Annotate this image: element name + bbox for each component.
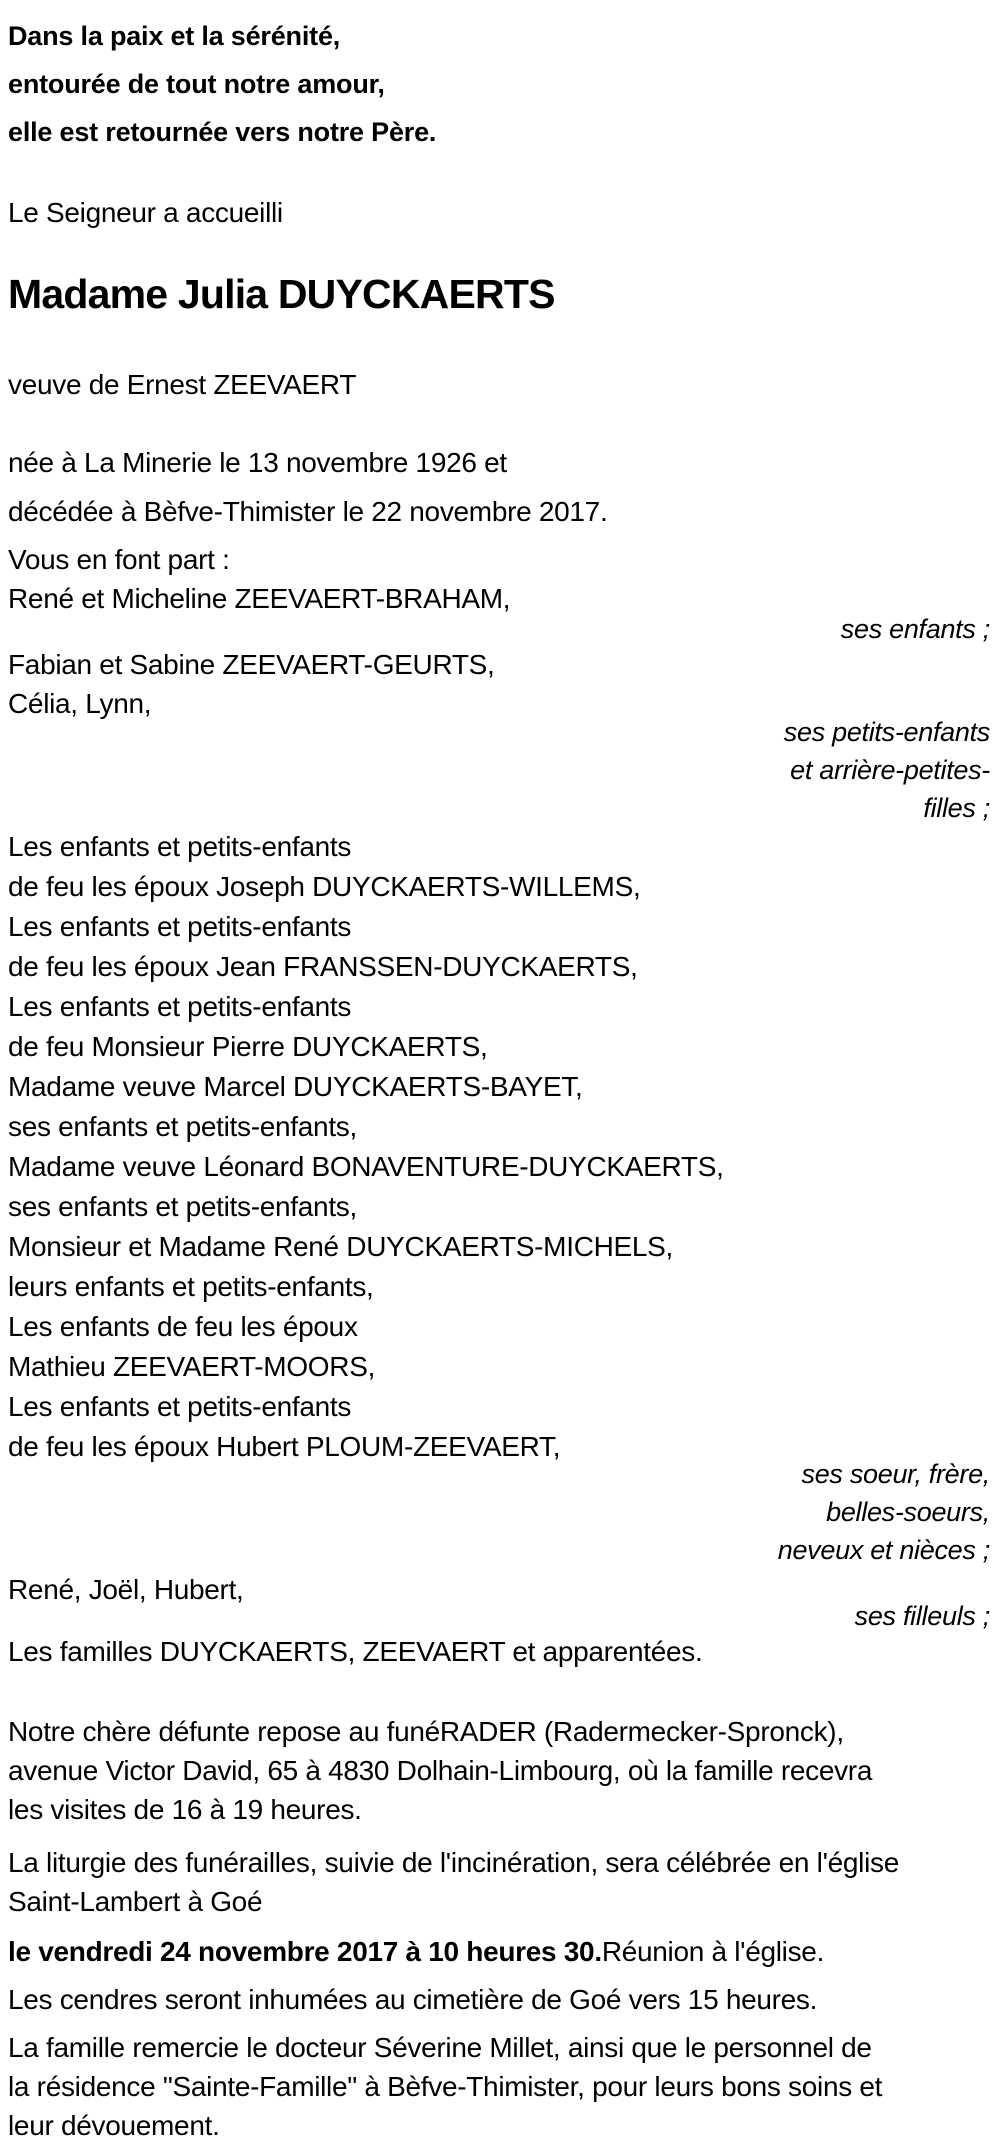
mourner-names-line: de feu les époux Hubert PLOUM-ZEEVAERT, (8, 1431, 561, 1462)
mourner-names-line: Les enfants de feu les époux (8, 1311, 358, 1342)
mourner-names-line: de feu Monsieur Pierre DUYCKAERTS, (8, 1031, 488, 1062)
thanks-paragraph (8, 2028, 990, 2145)
mourner-names-line: ses enfants et petits-enfants, (8, 1111, 357, 1142)
liturgy-paragraph (8, 1843, 990, 1921)
mourner-names-line: Les enfants et petits-enfants (8, 911, 352, 942)
mourner-names-line: de feu les époux Joseph DUYCKAERTS-WILLEMS, (8, 871, 641, 902)
mourner-names-line: René, Joël, Hubert, (8, 1574, 244, 1605)
mourner-names-line: Les enfants et petits-enfants (8, 991, 352, 1022)
thanks-line: la résidence "Sainte-Famille" à Bèfve-Thimister, pour leurs bons soins et (8, 2071, 883, 2102)
epigraph (8, 12, 990, 156)
epigraph-line: Dans la paix et la sérénité, (8, 21, 341, 51)
repose-line: les visites de 16 à 19 heures. (8, 1794, 362, 1825)
ceremony-note: Réunion à l'église. (601, 1936, 825, 1967)
mourner-names-line: Les enfants et petits-enfants (8, 1391, 352, 1422)
relation-label: ses soeur, frère, (801, 1459, 990, 1489)
ashes-line: Les cendres seront inhumées au cimetière de Goé vers 15 heures. (8, 1984, 818, 2015)
thanks-line: leur dévouement. (8, 2110, 220, 2141)
relation-label: filles ; (923, 793, 990, 823)
birth-line: née à La Minerie le 13 novembre 1926 et (8, 447, 507, 478)
mourner-names-line: de feu les époux Jean FRANSSEN-DUYCKAERTS, (8, 951, 638, 982)
mourner-names-line: Mathieu ZEEVAERT-MOORS, (8, 1351, 376, 1382)
liturgy-line: Saint-Lambert à Goé (8, 1886, 263, 1917)
mourner-names-line: Fabian et Sabine ZEEVAERT-GEURTS, (8, 649, 495, 680)
ceremony-datetime: le vendredi 24 novembre 2017 à 10 heures 30. (8, 1936, 602, 1967)
mourner-group (8, 645, 990, 723)
epigraph-line: entourée de tout notre amour, (8, 69, 385, 99)
repose-line: Notre chère défunte repose au funéRADER (Radermecker-Spronck), (8, 1716, 844, 1747)
repose-paragraph (8, 1712, 990, 1829)
mourner-names-line: Madame veuve Léonard BONAVENTURE-DUYCKAERTS, (8, 1151, 724, 1182)
relation-label: ses petits-enfants (783, 717, 990, 747)
relation-label: neveux et nièces ; (777, 1535, 990, 1565)
epigraph-line: elle est retournée vers notre Père. (8, 117, 437, 147)
widow-line: veuve de Ernest ZEEVAERT (8, 369, 357, 400)
relation-group (8, 713, 990, 827)
ceremony-date-line (8, 1932, 990, 1971)
relation-group (8, 1455, 990, 1569)
relation-label: ses filleuls ; (854, 1601, 990, 1631)
thanks-line: La famille remercie le docteur Séverine Millet, ainsi que le personnel de (8, 2032, 872, 2063)
intro-line: Le Seigneur a accueilli (8, 197, 283, 228)
mourner-names-line: Monsieur et Madame René DUYCKAERTS-MICHELS, (8, 1231, 674, 1262)
death-line: décédée à Bèfve-Thimister le 22 novembre 2017. (8, 496, 608, 527)
liturgy-line: La liturgie des funérailles, suivie de l'incinération, sera célébrée en l'église (8, 1847, 899, 1878)
deceased-name: Madame Julia DUYCKAERTS (8, 271, 555, 317)
announcement-label: Vous en font part : (8, 544, 230, 575)
mourner-names-line: Célia, Lynn, (8, 688, 152, 719)
mourner-names-line: Les enfants et petits-enfants (8, 831, 352, 862)
relation-label: belles-soeurs, (826, 1497, 990, 1527)
relation-label: et arrière-petites- (790, 755, 990, 785)
mourner-names-line: leurs enfants et petits-enfants, (8, 1271, 374, 1302)
mourner-names-line: Les familles DUYCKAERTS, ZEEVAERT et apparentées. (8, 1636, 703, 1667)
mourner-names-line: Madame veuve Marcel DUYCKAERTS-BAYET, (8, 1071, 583, 1102)
mourner-names-line: ses enfants et petits-enfants, (8, 1191, 357, 1222)
mourner-names-line: René et Micheline ZEEVAERT-BRAHAM, (8, 583, 511, 614)
mourners-list (8, 579, 990, 1671)
extended-family-group (8, 827, 990, 1467)
repose-line: avenue Victor David, 65 à 4830 Dolhain-Limbourg, où la famille recevra (8, 1755, 873, 1786)
relation-label: ses enfants ; (840, 614, 990, 644)
